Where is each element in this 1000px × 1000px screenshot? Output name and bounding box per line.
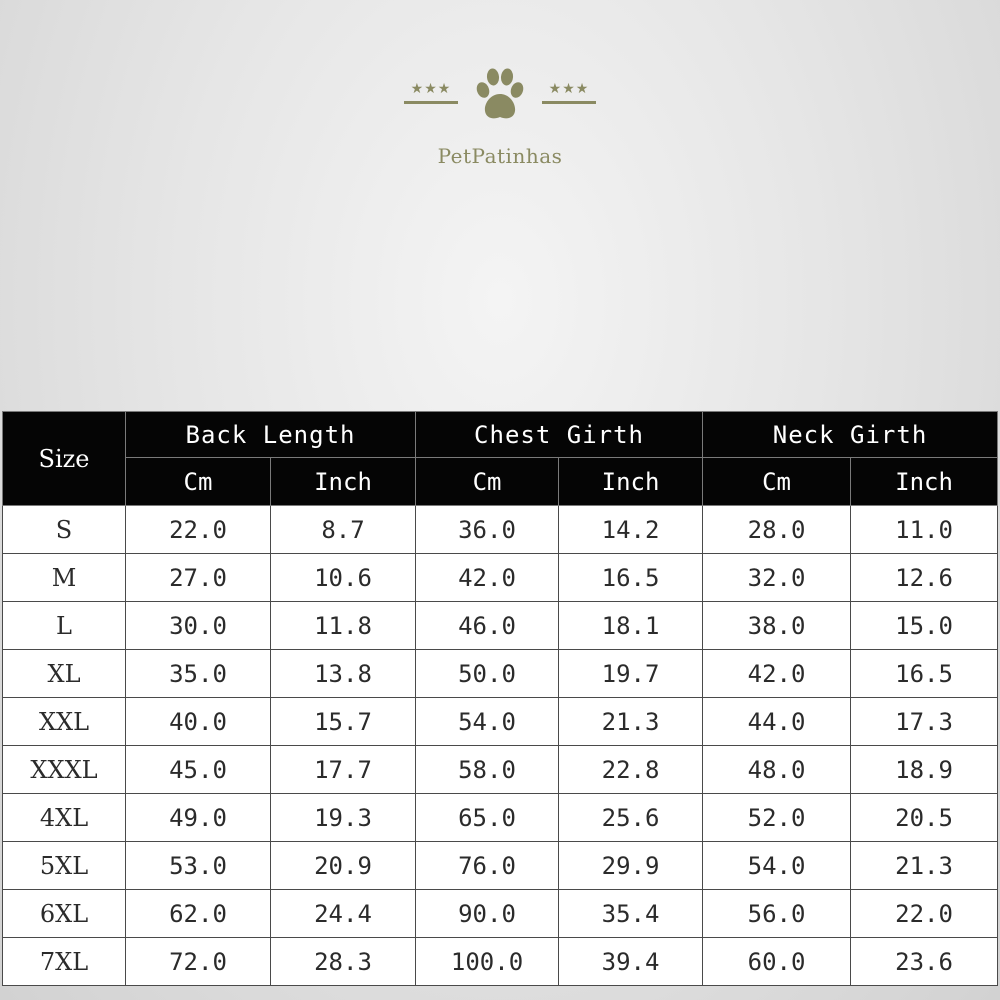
unit-header: Cm	[126, 458, 271, 506]
table-row	[3, 794, 998, 842]
measurement-cell: 22.0	[126, 506, 271, 554]
measurement-cell: 18.9	[851, 746, 998, 794]
table-row	[3, 554, 998, 602]
measurement-cell: 28.0	[703, 506, 851, 554]
measurement-cell: 58.0	[416, 746, 559, 794]
measurement-cell: 56.0	[703, 890, 851, 938]
measurement-cell: 15.7	[271, 698, 416, 746]
measurement-cell: 60.0	[703, 938, 851, 986]
measurement-cell: 11.0	[851, 506, 998, 554]
size-chart	[2, 411, 997, 986]
measurement-cell: 19.7	[559, 650, 703, 698]
measurement-cell: 38.0	[703, 602, 851, 650]
size-cell: 7XL	[3, 938, 126, 986]
measurement-cell: 54.0	[703, 842, 851, 890]
table-row	[3, 746, 998, 794]
size-table	[2, 411, 998, 986]
unit-header: Inch	[851, 458, 998, 506]
measurement-cell: 14.2	[559, 506, 703, 554]
table-row	[3, 650, 998, 698]
measurement-cell: 49.0	[126, 794, 271, 842]
measurement-cell: 62.0	[126, 890, 271, 938]
size-cell: 4XL	[3, 794, 126, 842]
brand-name: PetPatinhas	[437, 144, 563, 168]
size-header: Size	[3, 412, 126, 506]
measurement-cell: 44.0	[703, 698, 851, 746]
measurement-cell: 32.0	[703, 554, 851, 602]
measurement-cell: 100.0	[416, 938, 559, 986]
size-cell: 6XL	[3, 890, 126, 938]
measurement-cell: 28.3	[271, 938, 416, 986]
measurement-cell: 17.3	[851, 698, 998, 746]
paw-print-icon	[474, 68, 526, 124]
measurement-cell: 35.0	[126, 650, 271, 698]
neck-girth-header: Neck Girth	[703, 412, 998, 458]
chest-girth-header: Chest Girth	[416, 412, 703, 458]
back-length-header: Back Length	[126, 412, 416, 458]
measurement-cell: 25.6	[559, 794, 703, 842]
measurement-cell: 39.4	[559, 938, 703, 986]
unit-header: Inch	[559, 458, 703, 506]
table-row	[3, 938, 998, 986]
measurement-cell: 42.0	[703, 650, 851, 698]
measurement-cell: 52.0	[703, 794, 851, 842]
stars-left: ★★★	[404, 82, 458, 106]
measurement-cell: 19.3	[271, 794, 416, 842]
measurement-cell: 10.6	[271, 554, 416, 602]
measurement-cell: 40.0	[126, 698, 271, 746]
measurement-cell: 42.0	[416, 554, 559, 602]
measurement-cell: 18.1	[559, 602, 703, 650]
size-cell: XL	[3, 650, 126, 698]
size-cell: 5XL	[3, 842, 126, 890]
measurement-cell: 16.5	[559, 554, 703, 602]
measurement-cell: 20.9	[271, 842, 416, 890]
unit-header: Cm	[416, 458, 559, 506]
measurement-cell: 16.5	[851, 650, 998, 698]
measurement-cell: 50.0	[416, 650, 559, 698]
brand-logo	[400, 68, 600, 128]
size-cell: XXL	[3, 698, 126, 746]
table-row	[3, 890, 998, 938]
measurement-cell: 45.0	[126, 746, 271, 794]
brand-header	[0, 68, 1000, 168]
measurement-cell: 22.8	[559, 746, 703, 794]
measurement-cell: 35.4	[559, 890, 703, 938]
measurement-cell: 76.0	[416, 842, 559, 890]
table-row	[3, 602, 998, 650]
size-cell: L	[3, 602, 126, 650]
measurement-cell: 54.0	[416, 698, 559, 746]
measurement-cell: 12.6	[851, 554, 998, 602]
measurement-cell: 13.8	[271, 650, 416, 698]
measurement-cell: 53.0	[126, 842, 271, 890]
measurement-cell: 29.9	[559, 842, 703, 890]
measurement-cell: 20.5	[851, 794, 998, 842]
measurement-cell: 8.7	[271, 506, 416, 554]
table-row	[3, 698, 998, 746]
table-row	[3, 842, 998, 890]
measurement-cell: 30.0	[126, 602, 271, 650]
table-row	[3, 506, 998, 554]
measurement-cell: 11.8	[271, 602, 416, 650]
measurement-cell: 27.0	[126, 554, 271, 602]
measurement-cell: 48.0	[703, 746, 851, 794]
size-cell: XXXL	[3, 746, 126, 794]
measurement-cell: 24.4	[271, 890, 416, 938]
measurement-cell: 15.0	[851, 602, 998, 650]
measurement-cell: 21.3	[559, 698, 703, 746]
measurement-cell: 23.6	[851, 938, 998, 986]
measurement-cell: 90.0	[416, 890, 559, 938]
size-cell: M	[3, 554, 126, 602]
stars-right: ★★★	[542, 82, 596, 106]
measurement-cell: 36.0	[416, 506, 559, 554]
measurement-cell: 17.7	[271, 746, 416, 794]
table-body	[3, 506, 998, 986]
unit-header: Cm	[703, 458, 851, 506]
measurement-cell: 46.0	[416, 602, 559, 650]
measurement-cell: 72.0	[126, 938, 271, 986]
measurement-cell: 21.3	[851, 842, 998, 890]
measurement-cell: 22.0	[851, 890, 998, 938]
size-cell: S	[3, 506, 126, 554]
unit-header: Inch	[271, 458, 416, 506]
measurement-cell: 65.0	[416, 794, 559, 842]
